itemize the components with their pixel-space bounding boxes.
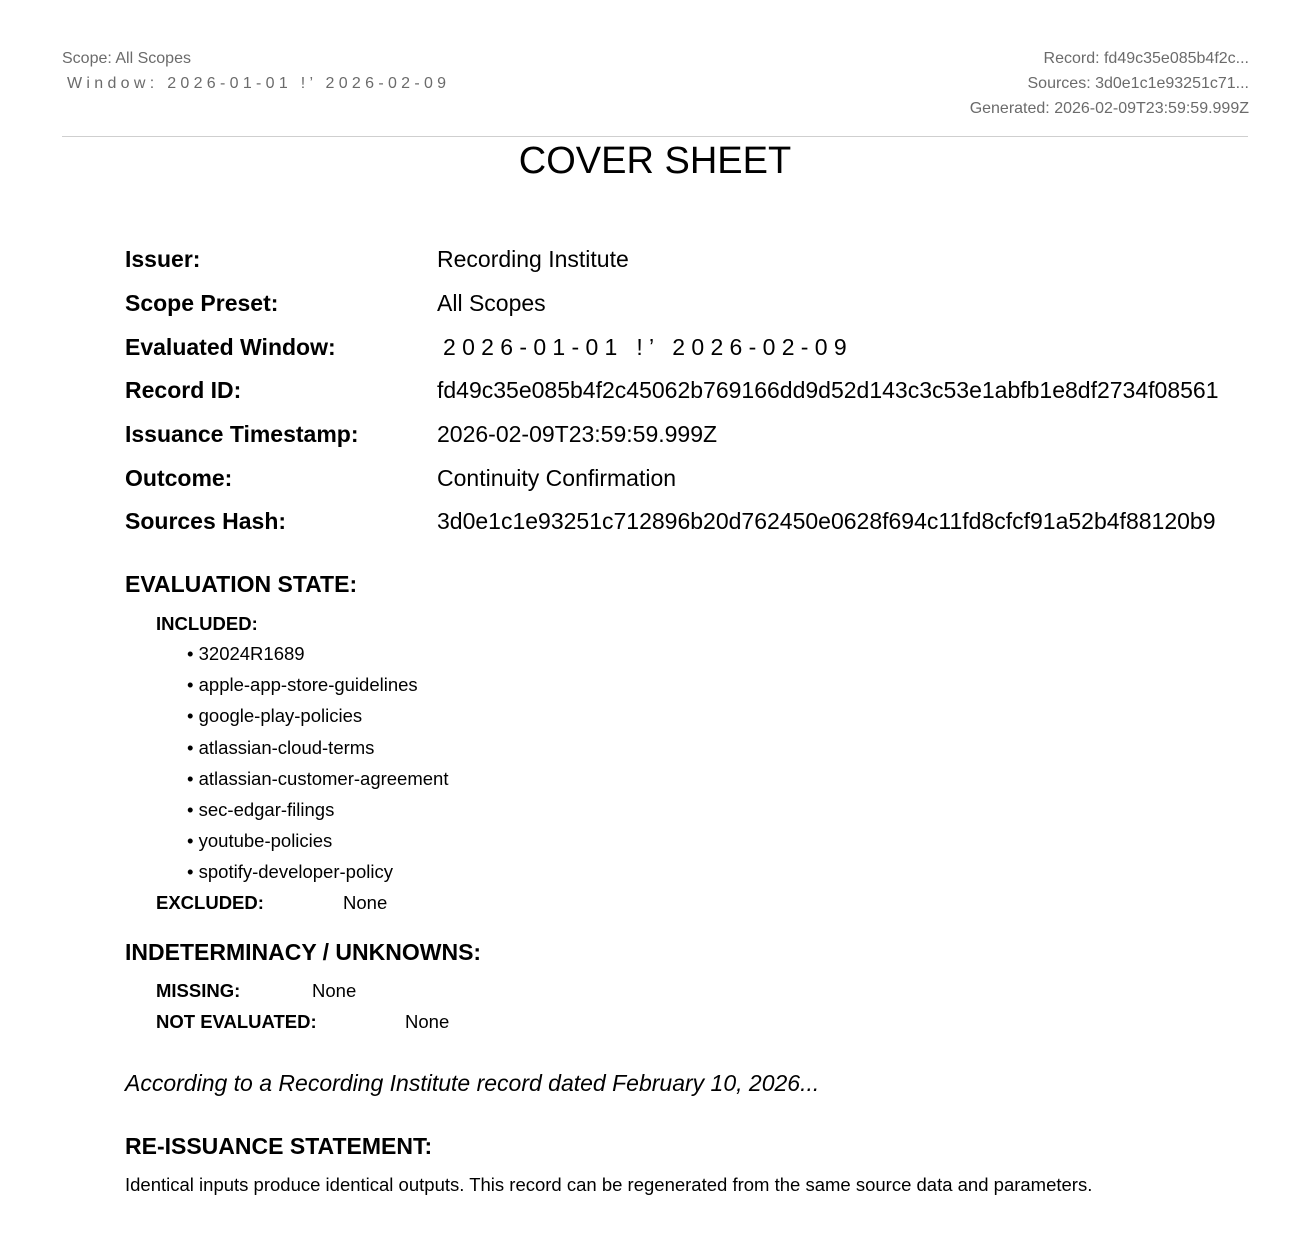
not-evaluated-row [156, 1010, 449, 1034]
page-title: COVER SHEET [518, 140, 792, 182]
outcome-label: Outcome: [125, 464, 233, 491]
metadata-table [125, 238, 1218, 544]
scope-preset-label: Scope Preset: [125, 290, 279, 317]
list-item: • sec-edgar-filings [187, 798, 335, 820]
list-item: • atlassian-customer-agreement [187, 767, 449, 789]
excluded-label: EXCLUDED: [156, 892, 264, 913]
missing-row [156, 979, 356, 1003]
list-item: • youtube-policies [187, 830, 333, 852]
record-id-row [125, 369, 1218, 413]
excluded-row [156, 891, 387, 915]
list-item: • spotify-developer-policy [187, 861, 393, 883]
issuance-timestamp-label: Issuance Timestamp: [125, 421, 359, 448]
evaluated-window-row [125, 325, 1218, 369]
list-item: • apple-app-store-guidelines [187, 674, 418, 696]
missing-label: MISSING: [156, 980, 241, 1001]
header-scope: Scope: All Scopes [62, 50, 191, 67]
list-item: • 32024R1689 [187, 643, 305, 664]
outcome-row [125, 456, 1218, 500]
header-window: Window: 2026-01-01 !’ 2026-02-09 [67, 75, 451, 92]
header-left [62, 46, 450, 96]
issuer-row [125, 238, 1218, 282]
sources-hash-row [125, 500, 1218, 544]
header-divider [62, 136, 1248, 137]
sources-hash-value: 3d0e1c1e93251c712896b20d762450e0628f694c11fd8cfcf91a52b4f88120b9 [437, 508, 1216, 535]
not-evaluated-label: NOT EVALUATED: [156, 1011, 317, 1032]
outcome-value: Continuity Confirmation [437, 464, 677, 491]
header-generated: Generated: 2026-02-09T23:59:59.999Z [969, 100, 1249, 117]
sources-hash-label: Sources Hash: [125, 508, 287, 535]
evaluated-window-value: 2026-01-01 !’ 2026-02-09 [443, 333, 853, 360]
scope-preset-value: All Scopes [437, 290, 546, 317]
list-item: • atlassian-cloud-terms [187, 736, 375, 758]
scope-preset-row [125, 282, 1218, 326]
list-item: • google-play-policies [187, 705, 363, 727]
evaluation-state-heading: EVALUATION STATE: [125, 571, 358, 597]
issuance-timestamp-row [125, 413, 1218, 457]
included-list [156, 638, 448, 888]
evaluated-window-label: Evaluated Window: [125, 333, 336, 360]
not-evaluated-value: None [405, 1011, 450, 1032]
reissuance-heading: RE-ISSUANCE STATEMENT: [125, 1133, 433, 1159]
reissuance-text: Identical inputs produce identical outputs. This record can be regenerated from the same source data and parameters. [125, 1174, 1093, 1195]
issuer-value: Recording Institute [437, 246, 629, 273]
header-sources: Sources: 3d0e1c1e93251c71... [1027, 75, 1249, 92]
missing-value: None [312, 980, 357, 1001]
included-label: INCLUDED: [156, 613, 258, 634]
included-section [156, 610, 448, 888]
indeterminacy-heading: INDETERMINACY / UNKNOWNS: [125, 939, 482, 965]
record-id-value: fd49c35e085b4f2c45062b769166dd9d52d143c3c53e1abfb1e8df2734f08561 [437, 377, 1219, 404]
record-id-label: Record ID: [125, 377, 242, 404]
issuer-label: Issuer: [125, 246, 201, 273]
issuance-timestamp-value: 2026-02-09T23:59:59.999Z [437, 421, 718, 448]
header-right [970, 46, 1249, 121]
header-record: Record: fd49c35e085b4f2c... [1043, 50, 1249, 67]
excluded-value: None [343, 892, 388, 913]
attribution-statement: According to a Recording Institute record dated February 10, 2026... [125, 1070, 820, 1096]
